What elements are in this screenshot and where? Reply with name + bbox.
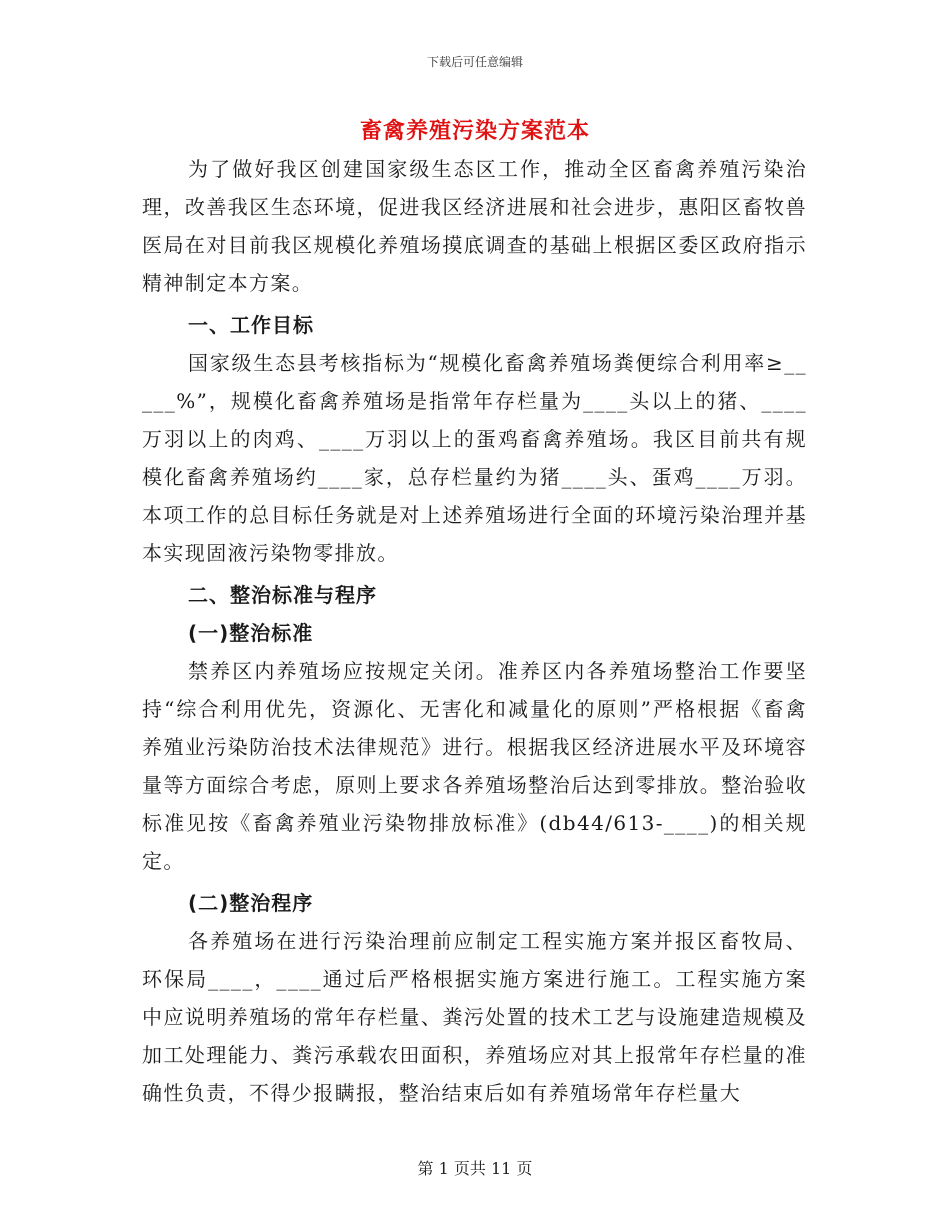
page-footer: 第 1 页共 11 页: [417, 1159, 533, 1178]
goals-paragraph: 国家级生态县考核指标为“规模化畜禽养殖场粪便综合利用率≥_____%”，规模化畜禽养殖场是指常年存栏量为____头以上的猪、____万羽以上的肉鸡、____万羽以上的蛋鸡畜禽养殖场。我区目前共有规模化畜禽养殖场约____家，总存栏量约为猪____头、蛋鸡____万羽。本项工作的总目标任务就是对上述养殖场进行全面的环境污染治理并基本实现固液污染物零排放。: [142, 351, 807, 565]
document-title: 畜禽养殖污染方案范本: [359, 118, 590, 144]
section-heading-goals: 一、工作目标: [188, 313, 314, 337]
subsection-heading-standards: (一)整治标准: [188, 621, 314, 645]
document-body: [142, 150, 807, 1112]
standards-paragraph: 禁养区内养殖场应按规定关闭。准养区内各养殖场整治工作要坚持“综合利用优先，资源化、无害化和减量化的原则”严格根据《畜禽养殖业污染防治技术法律规范》进行。根据我区经济进展水平及环境容量等方面综合考虑，原则上要求各养殖场整治后达到零排放。整治验收标准见按《畜禽养殖业污染物排放标准》(db44/613-____)的相关规定。: [142, 659, 807, 873]
intro-paragraph: 为了做好我区创建国家级生态区工作，推动全区畜禽养殖污染治理，改善我区生态环境，促进我区经济进展和社会进步，惠阳区畜牧兽医局在对目前我区规模化养殖场摸底调查的基础上根据区委区政府指示精神制定本方案。: [142, 157, 807, 295]
subsection-heading-procedure: (二)整治程序: [188, 891, 314, 915]
procedure-paragraph: 各养殖场在进行污染治理前应制定工程实施方案并报区畜牧局、环保局____，____通过后严格根据实施方案进行施工。工程实施方案中应说明养殖场的常年存栏量、粪污处置的技术工艺与设施建造规模及加工处理能力、粪污承载农田面积，养殖场应对其上报常年存栏量的准确性负责，不得少报瞒报，整治结束后如有养殖场常年存栏量大: [142, 929, 807, 1105]
header-note: 下载后可任意编辑: [426, 55, 523, 69]
section-heading-standards-procedure: 二、整治标准与程序: [188, 583, 377, 607]
